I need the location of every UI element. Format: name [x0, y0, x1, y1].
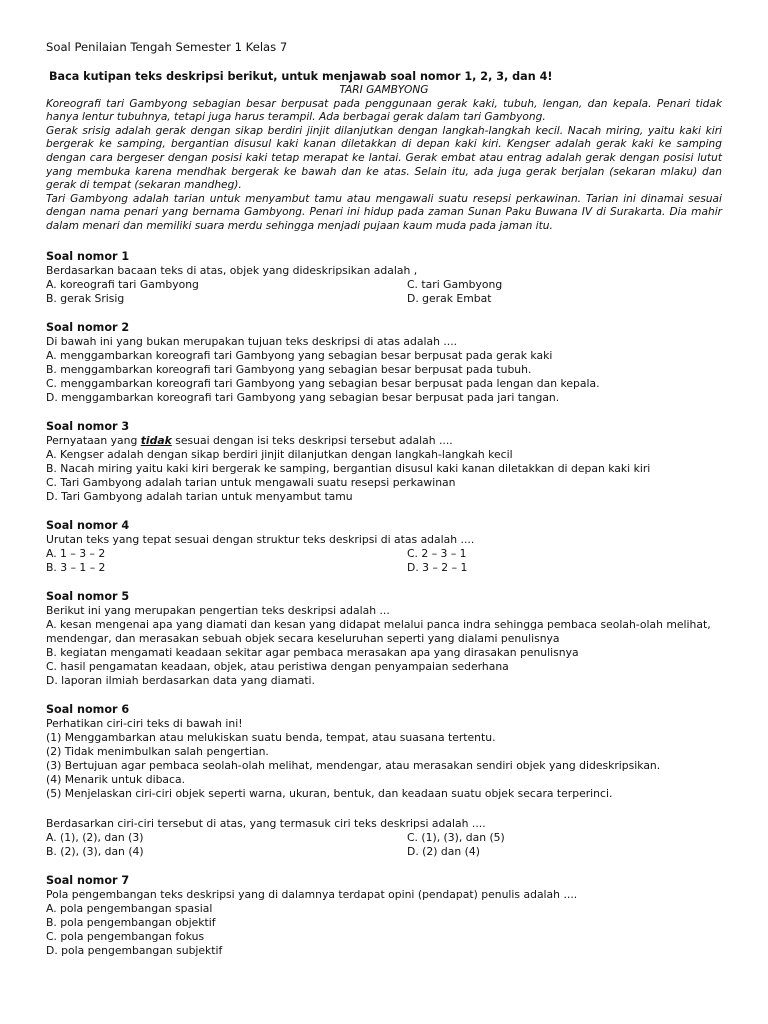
question-text-end: sesuai dengan isi teks deskripsi tersebut adalah .... — [171, 433, 453, 447]
option-c: C. hasil pengamatan keadaan, objek, atau peristiwa dengan penyampaian sederhana — [46, 659, 509, 673]
answer-options — [46, 831, 722, 859]
option-a: A. (1), (2), dan (3) — [46, 830, 144, 844]
option-d: D. laporan ilmiah berdasarkan data yang diamati. — [46, 673, 315, 687]
option-d: D. Tari Gambyong adalah tarian untuk menyambut tamu — [46, 489, 353, 503]
question-3 — [46, 420, 722, 504]
option-b: B. 3 – 1 – 2 — [46, 560, 106, 574]
option-b: B. gerak Srisig — [46, 291, 125, 305]
option-b: B. menggambarkan koreografi tari Gambyong yang sebagian besar berpusat pada tubuh. — [46, 362, 532, 376]
question-5 — [46, 590, 722, 688]
question-title: Soal nomor 6 — [46, 702, 130, 716]
reading-passage — [46, 84, 722, 234]
option-a: A. 1 – 3 – 2 — [46, 546, 106, 560]
option-c: C. (1), (3), dan (5) — [407, 830, 505, 844]
question-text-start: Pernyataan yang — [46, 433, 141, 447]
option-d: D. pola pengembangan subjektif — [46, 943, 223, 957]
question-1 — [46, 250, 722, 306]
emphasis-word: tidak — [140, 433, 172, 447]
option-c: C. menggambarkan koreografi tari Gambyong yang sebagian besar berpusat pada lengan dan kepala. — [46, 376, 600, 390]
criteria-item: (5) Menjelaskan ciri-ciri objek seperti warna, ukuran, bentuk, dan keadaan suatu objek secara terperinci. — [46, 786, 613, 800]
question-2 — [46, 321, 722, 405]
option-a: A. menggambarkan koreografi tari Gambyong yang sebagian besar berpusat pada gerak kaki — [46, 348, 553, 362]
question-6 — [46, 703, 722, 859]
question-4 — [46, 519, 722, 575]
option-b: B. kegiatan mengamati keadaan sekitar agar pembaca merasakan apa yang dirasakan penulisnya — [46, 645, 579, 659]
question-text: Pola pengembangan teks deskripsi yang di dalamnya terdapat opini (pendapat) penulis adalah .... — [46, 887, 578, 901]
question-text: Berikut ini yang merupakan pengertian teks deskripsi adalah ... — [46, 603, 390, 617]
reading-title: TARI GAMBYONG — [339, 84, 429, 96]
question-title: Soal nomor 3 — [46, 419, 130, 433]
question-title: Soal nomor 2 — [46, 320, 130, 334]
option-d: D. menggambarkan koreografi tari Gambyong yang sebagian besar berpusat pada jari tangan. — [46, 390, 560, 404]
option-a: A. pola pengembangan spasial — [46, 901, 213, 915]
option-b: B. pola pengembangan objektif — [46, 915, 216, 929]
option-c: C. 2 – 3 – 1 — [407, 546, 467, 560]
question-title: Soal nomor 1 — [46, 249, 130, 263]
question-title: Soal nomor 4 — [46, 518, 130, 532]
criteria-item: (4) Menarik untuk dibaca. — [46, 772, 186, 786]
reading-paragraph: Gerak srisig adalah gerak dengan sikap berdiri jinjit dilanjutkan dengan langkah-langkah kecil. Nacah miring, yaitu kaki kiri bergerak ke samping, bergantian disusul kaki kanan diletakkan di depan kaki kiri. Kengser adalah gerak kaki ke samping dengan cara bergeser dengan posisi kaki tetap merapat ke lantai. Gerak embat atau entrag adalah gerak dengan posisi lutut yang membuka karena mendhak bergerak ke bawah dan ke atas. Selain itu, ada juga gerak berjalan (sekaran mlaku) dan gerak di tempat (sekaran mandheg). — [46, 124, 722, 192]
option-b: B. Nacah miring yaitu kaki kiri bergerak ke samping, bergantian disusul kaki kanan diletakkan di depan kaki kiri — [46, 461, 651, 475]
document-header: Soal Penilaian Tengah Semester 1 Kelas 7 — [46, 40, 288, 54]
reading-instruction: Baca kutipan teks deskripsi berikut, untuk menjawab soal nomor 1, 2, 3, dan 4! — [49, 70, 553, 83]
option-c: C. tari Gambyong — [407, 277, 503, 291]
option-d: D. (2) dan (4) — [407, 844, 480, 858]
answer-options — [46, 547, 722, 575]
question-text: Berdasarkan ciri-ciri tersebut di atas, yang termasuk ciri teks deskripsi adalah .... — [46, 816, 486, 830]
question-title: Soal nomor 5 — [46, 589, 130, 603]
option-d: D. gerak Embat — [407, 291, 492, 305]
question-7 — [46, 874, 722, 958]
option-b: B. (2), (3), dan (4) — [46, 844, 144, 858]
question-text: Perhatikan ciri-ciri teks di bawah ini! — [46, 716, 243, 730]
question-title: Soal nomor 7 — [46, 873, 130, 887]
question-text: Berdasarkan bacaan teks di atas, objek yang dideskripsikan adalah , — [46, 263, 418, 277]
question-text: Di bawah ini yang bukan merupakan tujuan teks deskripsi di atas adalah .... — [46, 334, 458, 348]
reading-paragraph: Tari Gambyong adalah tarian untuk menyambut tamu atau mengawali suatu resepsi perkawinan. Tarian ini dinamai sesuai dengan nama penari yang bernama Gambyong. Penari ini hidup pada zaman Sunan Paku Buwana IV di Surakarta. Dia mahir dalam menari dan memiliki suara merdu sehingga menjadi pujaan kaum muda pada jaman itu. — [46, 192, 722, 232]
option-c: C. Tari Gambyong adalah tarian untuk mengawali suatu resepsi perkawinan — [46, 475, 456, 489]
option-a: A. kesan mengenai apa yang diamati dan kesan yang didapat melalui panca indra sehingga pembaca seolah-olah melihat, mendengar, dan merasakan sebuah objek secara keseluruhan seperti yang dialami penulisnya — [46, 617, 711, 645]
criteria-item: (3) Bertujuan agar pembaca seolah-olah melihat, mendengar, atau merasakan sendiri objek yang dideskripsikan. — [46, 758, 661, 772]
criteria-item: (2) Tidak menimbulkan salah pengertian. — [46, 744, 269, 758]
reading-paragraph: Koreografi tari Gambyong sebagian besar berpusat pada penggunaan gerak kaki, tubuh, lengan, dan kepala. Penari tidak hanya lentur tubuhnya, tetapi juga harus terampil. Ada berbagai gerak dalam tari Gambyong. — [46, 97, 722, 124]
option-d: D. 3 – 2 – 1 — [407, 560, 468, 574]
answer-options — [46, 278, 722, 306]
criteria-item: (1) Menggambarkan atau melukiskan suatu benda, tempat, atau suasana tertentu. — [46, 730, 496, 744]
option-c: C. pola pengembangan fokus — [46, 929, 205, 943]
question-text: Urutan teks yang tepat sesuai dengan struktur teks deskripsi di atas adalah .... — [46, 532, 475, 546]
option-a: A. koreografi tari Gambyong — [46, 277, 199, 291]
option-a: A. Kengser adalah dengan sikap berdiri jinjit dilanjutkan dengan langkah-langkah kecil — [46, 447, 513, 461]
question-text — [46, 434, 722, 448]
